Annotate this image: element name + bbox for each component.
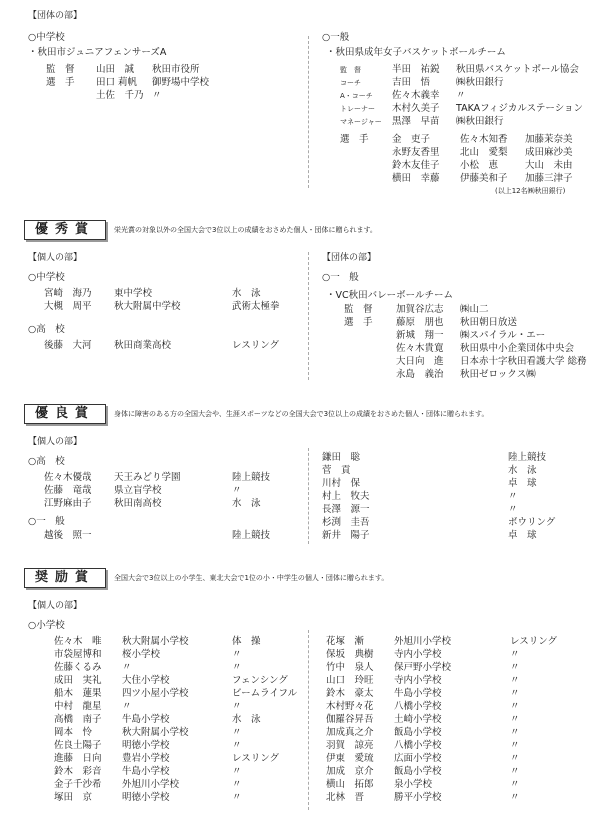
sport-name: 陸上競技 bbox=[508, 452, 547, 463]
person-name: 羽賀 諒亮 bbox=[326, 740, 374, 751]
top-column-divider bbox=[308, 36, 309, 188]
shorei-subheading: ○小学校 bbox=[28, 620, 65, 631]
person-name: 進藤 日向 bbox=[54, 753, 102, 764]
top-left-subheading: ○中学校 bbox=[28, 32, 65, 43]
person-name: 佐々木 唯 bbox=[54, 636, 102, 647]
affiliation: 御野場中学校 bbox=[152, 77, 210, 88]
school-name: 外旭川小学校 bbox=[122, 779, 180, 790]
top-left-team-name: ・秋田市ジュニアフェンサーズA bbox=[28, 47, 167, 58]
person-name: 加賀谷広志 bbox=[396, 304, 444, 315]
school-name: 土崎小学校 bbox=[394, 714, 442, 725]
sport-name: 〃 bbox=[510, 740, 520, 751]
school-name: 牛島小学校 bbox=[394, 688, 442, 699]
person-name: 村上 牧夫 bbox=[322, 491, 370, 502]
person-name: 伊東 愛琉 bbox=[326, 753, 374, 764]
sport-name: 〃 bbox=[508, 491, 518, 502]
player-name: 鈴木友佳子 bbox=[392, 160, 440, 171]
sport-name: 〃 bbox=[510, 701, 520, 712]
person-name: 藤原 朋也 bbox=[396, 317, 444, 328]
person-name: 土佐 千乃 bbox=[96, 90, 144, 101]
sport-name: 〃 bbox=[232, 649, 242, 660]
person-name: 山田 誠 bbox=[96, 64, 135, 75]
person-name: 中村 龍星 bbox=[54, 701, 102, 712]
sport-name: 〃 bbox=[510, 662, 520, 673]
sport-name: 卓 球 bbox=[508, 478, 537, 489]
yushu-description: 栄光賞の対象以外の全国大会で3位以上の成績をおさめた個人・団体に贈られます。 bbox=[114, 226, 377, 234]
affiliation: ㈱秋田銀行 bbox=[456, 116, 504, 127]
affiliation: 秋田ゼロックス㈱ bbox=[460, 369, 536, 380]
person-name: 佐藤くるみ bbox=[54, 662, 102, 673]
yushu-right-subheading: ○一 般 bbox=[322, 272, 359, 283]
top-right-subheading: ○一般 bbox=[322, 32, 350, 43]
sport-name: 〃 bbox=[510, 779, 520, 790]
person-name: 鈴木 彩音 bbox=[54, 766, 102, 777]
role-label: 選 手 bbox=[46, 77, 75, 88]
affiliation: 秋田朝日放送 bbox=[460, 317, 518, 328]
affiliation: ㈱山二 bbox=[460, 304, 489, 315]
role-label: 選 手 bbox=[344, 317, 373, 328]
ryo-high-label: ○高 校 bbox=[28, 456, 65, 467]
school-name: 八橋小学校 bbox=[394, 740, 442, 751]
affiliation: 秋田市役所 bbox=[152, 64, 200, 75]
player-name: 永野友香里 bbox=[392, 147, 440, 158]
school-name: 泉小学校 bbox=[394, 779, 433, 790]
school-name: 明徳小学校 bbox=[122, 792, 170, 803]
school-name: 県立盲学校 bbox=[114, 485, 162, 496]
school-name: 寺内小学校 bbox=[394, 649, 442, 660]
yushu-column-divider bbox=[308, 252, 309, 380]
shorei-individual-header: 【個人の部】 bbox=[28, 601, 83, 611]
ryo-individual-header: 【個人の部】 bbox=[28, 437, 83, 447]
top-group-header: 【団体の部】 bbox=[28, 11, 83, 21]
sport-name: レスリング bbox=[510, 636, 558, 647]
school-name: 豊岩小学校 bbox=[122, 753, 170, 764]
person-name: 金子千沙希 bbox=[54, 779, 102, 790]
sport-name: 〃 bbox=[232, 740, 242, 751]
sport-name: 〃 bbox=[510, 675, 520, 686]
person-name: 江野麻由子 bbox=[44, 498, 92, 509]
player-name: 大山 未由 bbox=[525, 160, 573, 171]
person-name: 菅 貢 bbox=[322, 465, 351, 476]
sport-name: 水 泳 bbox=[232, 288, 261, 299]
sport-name: 水 泳 bbox=[508, 465, 537, 476]
affiliation: 〃 bbox=[456, 90, 466, 101]
role-label: コーチ bbox=[340, 79, 361, 87]
sport-name: 〃 bbox=[510, 766, 520, 777]
school-name: 飯島小学校 bbox=[394, 727, 442, 738]
player-name: 成田麻沙美 bbox=[525, 147, 573, 158]
sport-name: 陸上競技 bbox=[232, 472, 271, 483]
person-name: 佐々木優哉 bbox=[44, 472, 92, 483]
sport-name: 水 泳 bbox=[232, 714, 261, 725]
sport-name: 〃 bbox=[232, 701, 242, 712]
person-name: 成田 実礼 bbox=[54, 675, 102, 686]
person-name: 杉渕 圭吾 bbox=[322, 517, 370, 528]
ryo-column-divider bbox=[308, 448, 309, 544]
school-name: 秋大附属小学校 bbox=[122, 636, 189, 647]
shorei-section-heading bbox=[24, 568, 388, 588]
top-players-label: 選 手 bbox=[340, 134, 369, 145]
sport-name: 〃 bbox=[510, 649, 520, 660]
school-name: 八橋小学校 bbox=[394, 701, 442, 712]
top-players-note: (以上12名㈱秋田銀行) bbox=[495, 187, 566, 195]
person-name: 黒澤 早苗 bbox=[392, 116, 440, 127]
person-name: 新城 翔一 bbox=[396, 330, 444, 341]
school-name: 四ツ小屋小学校 bbox=[122, 688, 189, 699]
player-name: 横田 幸藤 bbox=[392, 173, 440, 184]
person-name: 鈴木 豪太 bbox=[326, 688, 374, 699]
affiliation: 秋田県バスケットボール協会 bbox=[456, 64, 579, 75]
sport-name: 〃 bbox=[510, 753, 520, 764]
affiliation: TAKAフィジカルステーション bbox=[456, 103, 584, 114]
person-name: 市袋屋博和 bbox=[54, 649, 102, 660]
affiliation: ㈱スパイラル・エー bbox=[460, 330, 546, 341]
player-name: 加藤三津子 bbox=[525, 173, 573, 184]
sport-name: ビームライフル bbox=[232, 688, 298, 699]
person-name: 北林 晋 bbox=[326, 792, 365, 803]
yushu-title: 優秀賞 bbox=[24, 220, 106, 240]
shorei-description: 全国大会で3位以上の小学生、東北大会で1位の小・中学生の個人・団体に贈られます。 bbox=[114, 574, 389, 582]
sport-name: 〃 bbox=[508, 504, 518, 515]
school-name: 秋大附属小学校 bbox=[122, 727, 189, 738]
sport-name: フェンシング bbox=[232, 675, 288, 686]
person-name: 佐々木義幸 bbox=[392, 90, 440, 101]
sport-name: 陸上競技 bbox=[232, 530, 271, 541]
person-name: 佐藤 竜哉 bbox=[44, 485, 92, 496]
person-name: 半田 祐鋭 bbox=[392, 64, 440, 75]
school-name: 保戸野小学校 bbox=[394, 662, 452, 673]
school-name: 秋田商業高校 bbox=[114, 340, 172, 351]
person-name: 後藤 大河 bbox=[44, 340, 92, 351]
sport-name: 〃 bbox=[510, 727, 520, 738]
sport-name: 卓 球 bbox=[508, 530, 537, 541]
person-name: 保坂 典樹 bbox=[326, 649, 374, 660]
person-name: 佐々木貴寛 bbox=[396, 343, 444, 354]
affiliation: 〃 bbox=[152, 90, 162, 101]
player-name: 佐々木知香 bbox=[460, 134, 508, 145]
ryo-general-label: ○一 般 bbox=[28, 516, 65, 527]
affiliation: 秋田県中小企業団体中央会 bbox=[460, 343, 575, 354]
sport-name: 〃 bbox=[232, 792, 242, 803]
role-label: 監 督 bbox=[46, 64, 75, 75]
sport-name: 体 操 bbox=[232, 636, 261, 647]
ryo-section-heading bbox=[24, 404, 489, 424]
person-name: 大槻 周平 bbox=[44, 301, 92, 312]
role-label: 監 督 bbox=[340, 66, 361, 74]
ryo-description: 身体に障害のある方の全国大会や、生涯スポーツなどの全国大会で3位以上の成績をおさめた個人・団体に贈られます。 bbox=[114, 410, 489, 418]
role-label: A・コーチ bbox=[340, 92, 373, 100]
yushu-group-header: 【団体の部】 bbox=[322, 253, 377, 263]
role-label: マネージャー bbox=[340, 118, 382, 126]
school-name: 勝平小学校 bbox=[394, 792, 442, 803]
yushu-high-label: ○高 校 bbox=[28, 324, 65, 335]
person-name: 加成真之介 bbox=[326, 727, 374, 738]
person-name: 越後 照一 bbox=[44, 530, 92, 541]
person-name: 竹中 泉人 bbox=[326, 662, 374, 673]
yushu-middle-label: ○中学校 bbox=[28, 272, 65, 283]
player-name: 加藤茉奈美 bbox=[525, 134, 573, 145]
player-name: 伊藤美和子 bbox=[460, 173, 508, 184]
school-name: 飯島小学校 bbox=[394, 766, 442, 777]
sport-name: レスリング bbox=[232, 753, 280, 764]
person-name: 吉田 悟 bbox=[392, 77, 431, 88]
affiliation: 日本赤十字秋田看護大学 総務 bbox=[460, 356, 587, 367]
sport-name: 武術太極拳 bbox=[232, 301, 280, 312]
school-name: 桜小学校 bbox=[122, 649, 161, 660]
ryo-title: 優良賞 bbox=[24, 404, 106, 424]
yushu-team-name: ・VC秋田バレーボールチーム bbox=[326, 290, 453, 301]
yushu-section-heading bbox=[24, 220, 377, 240]
role-label: 監 督 bbox=[344, 304, 373, 315]
sport-name: ボウリング bbox=[508, 517, 556, 528]
person-name: 永島 義治 bbox=[396, 369, 444, 380]
sport-name: 〃 bbox=[232, 485, 242, 496]
school-name: 明徳小学校 bbox=[122, 740, 170, 751]
sport-name: レスリング bbox=[232, 340, 280, 351]
sport-name: 水 泳 bbox=[232, 498, 261, 509]
person-name: 塚田 京 bbox=[54, 792, 93, 803]
school-name: 外旭川小学校 bbox=[394, 636, 452, 647]
school-name: 東中学校 bbox=[114, 288, 153, 299]
person-name: 大日向 進 bbox=[396, 356, 444, 367]
person-name: 山口 玲旺 bbox=[326, 675, 374, 686]
sport-name: 〃 bbox=[510, 688, 520, 699]
role-label: トレーナー bbox=[340, 105, 375, 113]
sport-name: 〃 bbox=[232, 662, 242, 673]
school-name: 寺内小学校 bbox=[394, 675, 442, 686]
person-name: 岡本 怜 bbox=[54, 727, 93, 738]
person-name: 宮崎 海乃 bbox=[44, 288, 92, 299]
top-right-team-name: ・秋田県成年女子バスケットボールチーム bbox=[326, 47, 506, 58]
school-name: 大住小学校 bbox=[122, 675, 170, 686]
yushu-individual-header: 【個人の部】 bbox=[28, 253, 83, 263]
shorei-column-divider bbox=[308, 630, 309, 810]
sport-name: 〃 bbox=[232, 766, 242, 777]
player-name: 金 吏子 bbox=[392, 134, 431, 145]
person-name: 花塚 漸 bbox=[326, 636, 365, 647]
person-name: 木村野々花 bbox=[326, 701, 374, 712]
school-name: 〃 bbox=[122, 662, 132, 673]
person-name: 加成 京介 bbox=[326, 766, 374, 777]
shorei-title: 奨励賞 bbox=[24, 568, 106, 588]
sport-name: 〃 bbox=[510, 714, 520, 725]
person-name: 木村久美子 bbox=[392, 103, 440, 114]
school-name: 〃 bbox=[122, 701, 132, 712]
person-name: 田口 莉帆 bbox=[96, 77, 138, 88]
school-name: 秋田南高校 bbox=[114, 498, 162, 509]
player-name: 北山 愛梨 bbox=[460, 147, 508, 158]
person-name: 新井 陽子 bbox=[322, 530, 370, 541]
player-name: 小松 恵 bbox=[460, 160, 499, 171]
sport-name: 〃 bbox=[232, 727, 242, 738]
person-name: 高橋 南子 bbox=[54, 714, 102, 725]
sport-name: 〃 bbox=[232, 779, 242, 790]
school-name: 天王みどり学園 bbox=[114, 472, 181, 483]
person-name: 船木 蓮果 bbox=[54, 688, 102, 699]
school-name: 牛島小学校 bbox=[122, 766, 170, 777]
person-name: 伽羅谷昇吾 bbox=[326, 714, 374, 725]
person-name: 川村 保 bbox=[322, 478, 361, 489]
person-name: 佐良土陽子 bbox=[54, 740, 102, 751]
person-name: 長澤 源一 bbox=[322, 504, 370, 515]
school-name: 牛島小学校 bbox=[122, 714, 170, 725]
affiliation: ㈱秋田銀行 bbox=[456, 77, 504, 88]
person-name: 横山 拓郎 bbox=[326, 779, 374, 790]
school-name: 広面小学校 bbox=[394, 753, 442, 764]
person-name: 鎌田 聡 bbox=[322, 452, 361, 463]
school-name: 秋大附属中学校 bbox=[114, 301, 181, 312]
sport-name: 〃 bbox=[510, 792, 520, 803]
